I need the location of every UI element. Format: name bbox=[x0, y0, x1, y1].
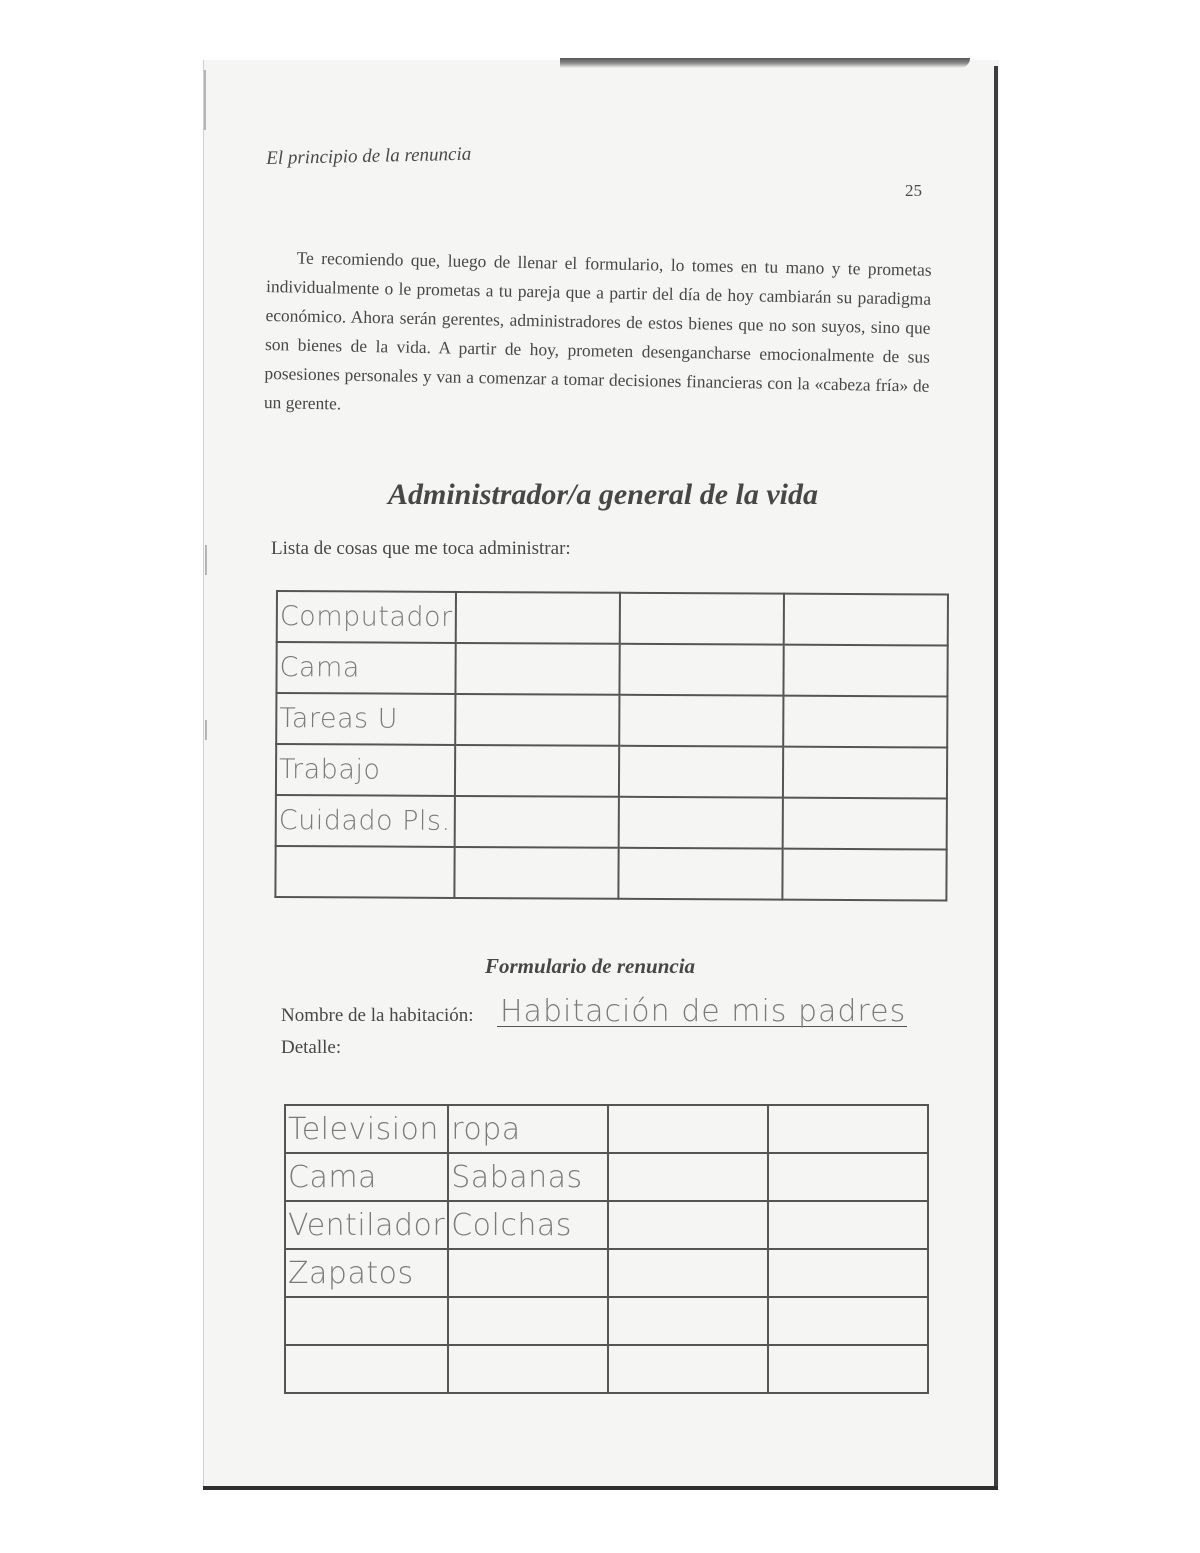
section-title: Administrador/a general de la vida bbox=[388, 478, 819, 511]
table-cell[interactable] bbox=[768, 1297, 928, 1345]
table-row bbox=[285, 1249, 928, 1297]
table-cell[interactable] bbox=[619, 746, 783, 798]
table-cell[interactable] bbox=[768, 1201, 928, 1249]
table-row bbox=[276, 744, 947, 799]
table-cell[interactable]: Cuidado Pls. bbox=[276, 795, 455, 847]
table-cell[interactable] bbox=[608, 1153, 768, 1201]
table-row bbox=[285, 1297, 928, 1345]
table-cell[interactable]: Cama bbox=[276, 642, 455, 694]
page-top-shadow bbox=[560, 58, 970, 68]
table-row bbox=[285, 1201, 928, 1249]
admin-table bbox=[274, 590, 948, 902]
table-cell[interactable] bbox=[455, 643, 619, 695]
table-cell[interactable] bbox=[454, 847, 618, 899]
binding-mark bbox=[205, 545, 207, 575]
table-cell[interactable] bbox=[784, 594, 948, 646]
table-cell[interactable] bbox=[619, 695, 783, 747]
table-cell[interactable] bbox=[608, 1345, 768, 1393]
renuncia-table bbox=[284, 1104, 929, 1394]
table-row bbox=[276, 693, 947, 748]
page-number: 25 bbox=[905, 181, 922, 200]
table-cell[interactable] bbox=[782, 798, 946, 850]
table-cell[interactable]: ropa bbox=[448, 1105, 608, 1153]
table-cell[interactable]: Television bbox=[285, 1105, 448, 1153]
table-cell[interactable] bbox=[285, 1297, 448, 1345]
table-cell[interactable] bbox=[783, 645, 947, 697]
table-cell[interactable] bbox=[783, 696, 947, 748]
table-cell[interactable] bbox=[608, 1105, 768, 1153]
table-row bbox=[285, 1105, 928, 1153]
table-cell[interactable] bbox=[782, 849, 946, 901]
table-row bbox=[285, 1153, 928, 1201]
binding-mark bbox=[205, 720, 207, 740]
table-cell[interactable] bbox=[455, 745, 619, 797]
table-cell[interactable] bbox=[285, 1345, 448, 1393]
room-name-label: Nombre de la habitación: bbox=[281, 1005, 474, 1026]
table-cell[interactable] bbox=[768, 1249, 928, 1297]
table-cell[interactable] bbox=[448, 1345, 608, 1393]
table-cell[interactable] bbox=[448, 1249, 608, 1297]
page-bottom-edge bbox=[203, 1486, 998, 1490]
table-cell[interactable] bbox=[455, 694, 619, 746]
table-cell[interactable]: Sabanas bbox=[448, 1153, 608, 1201]
room-name-field[interactable]: Habitación de mis padres bbox=[500, 994, 907, 1029]
table-cell[interactable] bbox=[618, 848, 782, 900]
table-row bbox=[276, 642, 947, 697]
table-cell[interactable]: Trabajo bbox=[276, 744, 455, 796]
table-cell[interactable] bbox=[456, 592, 620, 644]
table-cell[interactable] bbox=[620, 593, 784, 645]
table-cell[interactable] bbox=[608, 1249, 768, 1297]
table-row bbox=[275, 846, 946, 901]
table-cell[interactable]: Ventilador bbox=[285, 1201, 448, 1249]
detail-label: Detalle: bbox=[281, 1037, 342, 1058]
table-cell[interactable] bbox=[768, 1153, 928, 1201]
form-title: Formulario de renuncia bbox=[485, 954, 696, 978]
table-cell[interactable] bbox=[618, 797, 782, 849]
table-cell[interactable]: Cama bbox=[285, 1153, 448, 1201]
body-paragraph: Te recomiendo que, luego de llenar el formulario, lo tomes en tu mano y te prometas individualmente o le prometas a tu pareja que a partir del día de hoy cambiarán su paradigma económico. Ahora serán gerentes, administradores de estos bienes que no son suyos, sino que son bienes de la vida. A partir de hoy, prometen desengancharse emocionalmente de sus posesiones personales y van a comenzar a tomar decisiones financieras con la «cabeza fría» de un gerente. bbox=[263, 247, 932, 414]
table-cell[interactable]: Zapatos bbox=[285, 1249, 448, 1297]
table-cell[interactable]: Tareas U bbox=[276, 693, 455, 745]
running-head: El principio de la renuncia bbox=[266, 143, 472, 169]
table-row bbox=[277, 591, 948, 646]
table-cell[interactable] bbox=[275, 846, 454, 898]
table-cell[interactable] bbox=[783, 747, 947, 799]
table-cell[interactable] bbox=[608, 1201, 768, 1249]
table-row bbox=[276, 795, 947, 850]
table-cell[interactable] bbox=[768, 1345, 928, 1393]
page-right-edge bbox=[994, 66, 998, 1490]
table-cell[interactable] bbox=[608, 1297, 768, 1345]
table-row bbox=[285, 1345, 928, 1393]
binding-mark bbox=[204, 70, 206, 130]
table-cell[interactable] bbox=[448, 1297, 608, 1345]
table-cell[interactable] bbox=[619, 644, 783, 696]
table-cell[interactable] bbox=[768, 1105, 928, 1153]
list-label: Lista de cosas que me toca administrar: bbox=[271, 538, 571, 559]
table-cell[interactable] bbox=[454, 796, 618, 848]
table-cell[interactable]: Colchas bbox=[448, 1201, 608, 1249]
table-cell[interactable]: Computador bbox=[277, 591, 456, 643]
